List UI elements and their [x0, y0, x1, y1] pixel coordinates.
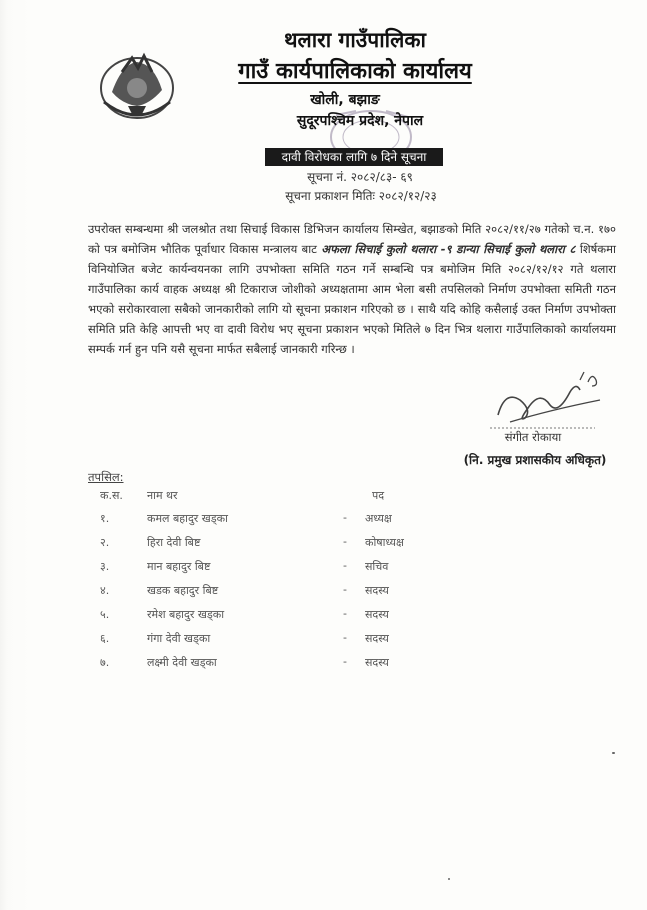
notice-date	[256, 187, 466, 204]
row-role: सचिव	[365, 560, 389, 573]
row-role: कोषाध्यक्ष	[365, 536, 404, 549]
table-row	[0, 535, 647, 557]
row-sn: ५.	[100, 608, 110, 621]
notice-body	[88, 219, 616, 359]
paper-speck	[448, 878, 450, 880]
table-row	[0, 607, 647, 629]
row-sn: १.	[100, 512, 110, 525]
nepal-emblem-icon	[92, 44, 182, 124]
row-dash: -	[343, 511, 347, 524]
row-role: सदस्य	[365, 632, 389, 645]
header-name: नाम थर	[147, 489, 178, 502]
row-role: सदस्य	[365, 584, 389, 597]
row-dash: -	[343, 607, 347, 620]
row-sn: ४.	[100, 584, 110, 597]
header-role: पद	[372, 489, 385, 502]
signatory-name: संगीत रोकाया	[504, 430, 562, 444]
table-row	[0, 559, 647, 581]
row-name: रमेश बहादुर खड्का	[147, 608, 225, 621]
row-dash: -	[343, 535, 347, 548]
notice-date-label: सूचना प्रकाशन मितिः	[285, 189, 375, 203]
signatory-title: (नि. प्रमुख प्रशासकीय अधिकृत)	[463, 453, 607, 467]
municipality-name: थलारा गाउँपालिका	[284, 28, 426, 52]
table-row	[0, 511, 647, 533]
row-name: मान बहादुर बिष्ट	[147, 560, 211, 573]
row-dash: -	[343, 631, 347, 644]
handwritten-signature	[480, 360, 610, 435]
table-row	[0, 631, 647, 653]
row-name: हिरा देवी बिष्ट	[147, 536, 201, 549]
row-role: सदस्य	[365, 608, 389, 621]
notice-ref-label: सूचना नं.	[307, 170, 347, 184]
row-sn: ७.	[100, 656, 110, 669]
body-part-2: शिर्षकमा विनियोजित बजेट कार्यन्वयनका लागि उपभोक्ता समिति गठन गर्ने सम्बन्धि पत्र बमोजिम मिति २०८२/१२/१२ गते थलारा गाउँपालिका कार्य वाहक अध्यक्ष श्री टिकाराज जोशीको अध्यक्षतामा आम भेला बसी तपसिलको निर्माण उपभोक्ता समिती गठन भएको सरोकारवाला सबैको जानकारीको लागि यो सूचना प्रकाशन गरिएको छ । साथै यदि कोहि कसैलाई उक्त निर्माण उपभोक्ता समिति प्रति केहि आपत्ती भए वा दावी विरोध भए सूचना प्रकाशन भएको मितिले ७ दिन भित्र थलारा गाउँपालिकाको कार्यालयमा सम्पर्क गर्न हुन पनि यसै सूचना मार्फत सबैलाई जानकारी गरिन्छ ।	[88, 242, 616, 356]
row-name: खडक बहादुर बिष्ट	[147, 584, 219, 597]
body-project-name: अफला सिचाई कुलो थलारा -९ डान्या सिचाई कुलो थलारा ८	[321, 242, 576, 256]
table-row	[0, 655, 647, 677]
office-location: खोली, बझाङ	[310, 92, 380, 108]
table-row	[0, 583, 647, 605]
row-name: लक्ष्मी देवी खड्का	[147, 656, 217, 669]
row-name: गंगा देवी खड्का	[147, 632, 211, 645]
row-name: कमल बहादुर खड्का	[147, 512, 228, 525]
row-sn: २.	[100, 536, 110, 549]
row-dash: -	[343, 559, 347, 572]
paper-speck	[612, 752, 615, 754]
office-province: सुदूरपश्चिम प्रदेश, नेपाल	[296, 113, 424, 129]
row-dash: -	[343, 583, 347, 596]
details-caption: तपसिल:	[88, 470, 124, 484]
row-dash: -	[343, 655, 347, 668]
body-part-1: उपरोक्त सम्बन्धमा श्री जलश्रोत तथा सिचाई विकास डिभिजन कार्यालय सिम्खेत, बझाङको मिति २०८२/११/२७ गतेको च.न. १७० को पत्र बमोजिम भौतिक पूर्वाधार विकास मन्त्रालय बाट	[88, 222, 616, 256]
notice-ref-value: २०८२/८३- ६९	[350, 170, 413, 184]
row-sn: ३.	[100, 560, 110, 573]
header-sn: क.स.	[100, 489, 123, 502]
row-sn: ६.	[100, 632, 110, 645]
row-role: सदस्य	[365, 656, 389, 669]
notice-date-value: २०८२/१२/२३	[378, 189, 437, 203]
notice-reference	[270, 168, 450, 185]
notice-title: दावी विरोधका लागि ७ दिने सूचना	[265, 148, 443, 166]
row-role: अध्यक्ष	[365, 512, 392, 525]
office-name: गाउँ कार्यपालिकाको कार्यालय	[238, 59, 472, 84]
